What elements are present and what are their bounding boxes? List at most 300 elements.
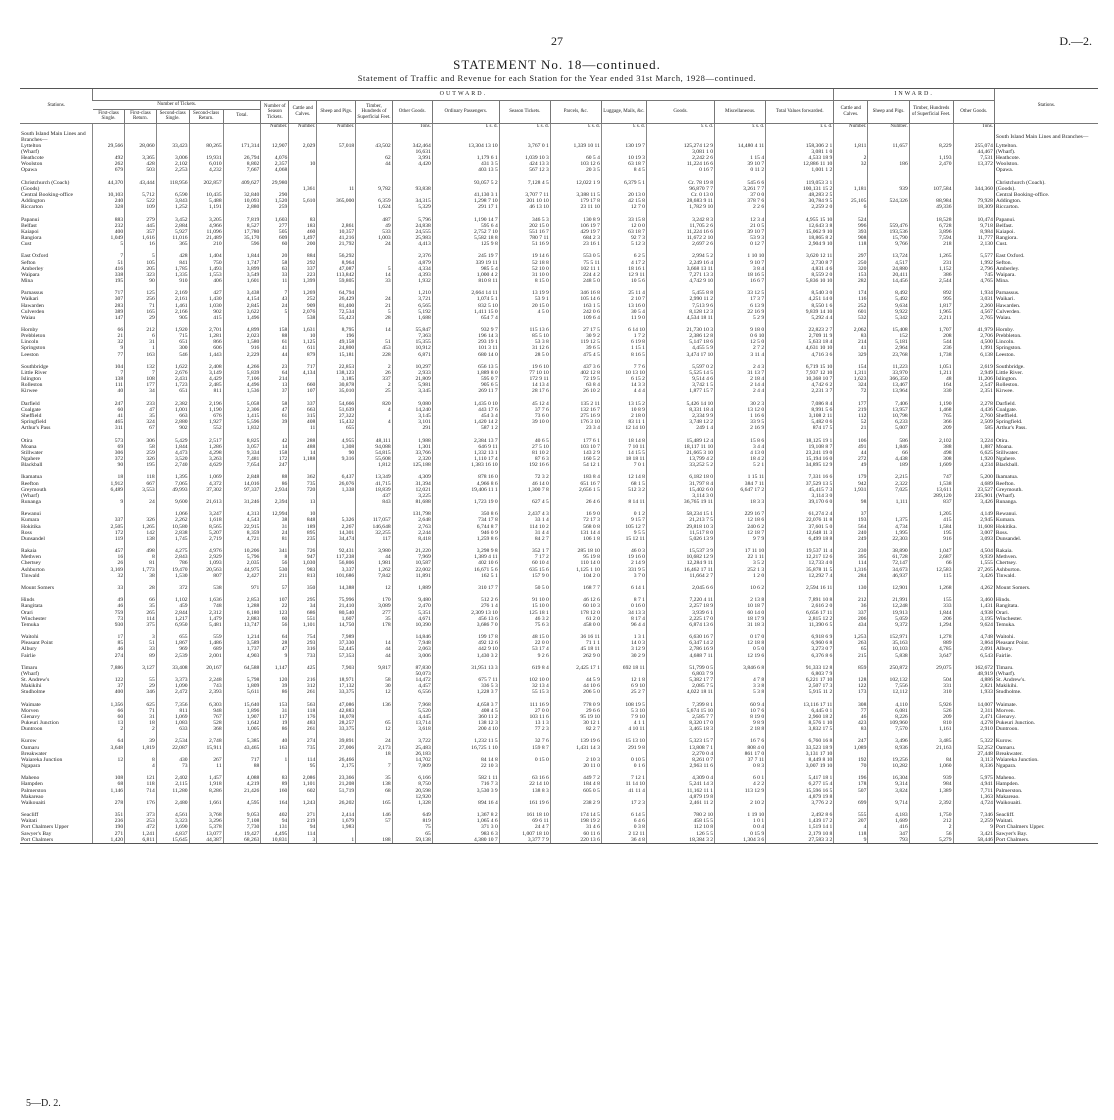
cell-goods: 2,225 17 0 [646, 616, 714, 622]
cell-sr: 21,613 [189, 499, 223, 505]
cell-lugg: 12 14 10 [601, 425, 646, 431]
cell-sr: 1,286 [189, 444, 223, 450]
cell-fs: 306 [93, 450, 125, 456]
cell-season: 64 [261, 370, 289, 376]
station-name-right: Darfield. [994, 401, 1098, 407]
cell-goods: 6,874 13 6 [646, 622, 714, 628]
cell-parc: 176 3 10 [550, 419, 601, 425]
cell-parc: 131 14 4 [550, 530, 601, 536]
cell-is: 189 [868, 462, 909, 468]
cell-tv: 34,895 12 9 [766, 462, 834, 468]
station-name-right: Runanga. [994, 499, 1098, 505]
cell-seas: 627 4 5 [499, 499, 550, 505]
cell-is: 10,282 [868, 763, 909, 769]
station-name-right: Waipara. [994, 272, 1098, 278]
cell-is: 1,689 [868, 818, 909, 824]
cell-lugg: 2 12 11 [601, 831, 646, 837]
cell-timber: 7,842 [356, 573, 392, 579]
cell-parc: 26 4 6 [550, 499, 601, 505]
cell-fs: 416 [93, 266, 125, 272]
cell-fr: 121 [125, 775, 157, 781]
cell-sr: 3,247 [189, 511, 223, 517]
cell-io: 2,278 [953, 401, 994, 407]
station-name: Sawyer's Bay [21, 830, 52, 837]
cell-timber: 49 [356, 223, 392, 229]
cell-ord: 983 6 3 [432, 831, 499, 837]
cell-season: 24 [261, 302, 289, 308]
cell-goods: 4,534 18 11 [646, 315, 714, 321]
station-name-right: Rangitata. [994, 603, 1098, 609]
cell-it: 916 [909, 536, 953, 542]
cell-season: 40 [261, 738, 289, 744]
cell-season: 37 [261, 388, 289, 394]
station-name-right: Islington. [994, 376, 1098, 382]
sheep-header: Sheep and Pigs. [317, 101, 356, 124]
cell-lugg: 6 19 8 [601, 339, 646, 345]
cell-other: 22,002 [392, 566, 432, 572]
cell-cattle: 223 [289, 272, 317, 278]
cell-sr: 538 [189, 585, 223, 591]
station-name: Hampden [21, 781, 43, 788]
cell-is: 5,007 [868, 425, 909, 431]
cell-lugg: 17 2 3 [601, 800, 646, 806]
cell-fr: 375 [125, 622, 157, 628]
cell-sr: 2,312 [189, 609, 223, 615]
cell-cattle: 660 [289, 382, 317, 388]
cell-is: 1,995 [868, 530, 909, 536]
cell-fs: 492 [93, 155, 125, 161]
cell-lugg: 0 16 0 [601, 603, 646, 609]
cell-total: 2,853 [223, 597, 261, 603]
station-name: Waikari [21, 296, 39, 303]
cell-tv: 11,390 6 5 [766, 622, 834, 628]
cell-io: 4,278 [953, 720, 994, 726]
cell-timber: 33 [356, 278, 392, 284]
cell-sr: 1,281 [189, 333, 223, 339]
station-name-right: Leeston. [994, 352, 1098, 358]
cell-io: 2,949 [953, 370, 994, 376]
cell-parc: 45 18 11 [550, 646, 601, 652]
cell-io: 4,748 [953, 634, 994, 640]
cell-ic: 393 [834, 229, 868, 235]
cell-ic: 434 [834, 622, 868, 628]
cell-tv: 61,274 2 4 [766, 511, 834, 517]
cell-timber: 41,715 [356, 481, 392, 487]
cell-season: 33 [261, 272, 289, 278]
cell-sheep: 26,202 [317, 800, 356, 806]
cell-misc: 31 18 3 [715, 622, 766, 628]
cell-total: 4,721 [223, 536, 261, 542]
station-name: Hornby [21, 327, 39, 334]
cell-parc: 568 0 8 [550, 524, 601, 530]
cell-ord: 932 9 7 [432, 327, 499, 333]
cell-tv: 3,131 17 10 [766, 751, 834, 757]
cell-sheep: 14,301 [317, 530, 356, 536]
cell-other: 14,702 [392, 757, 432, 763]
cell-parc: 437 3 6 [550, 364, 601, 370]
cell-sr: 4,976 [189, 548, 223, 554]
cell-total: 2,427 [223, 573, 261, 579]
cell-timber: 32,255 [356, 530, 392, 536]
cell-parc: 109 6 4 [550, 315, 601, 321]
cell-sheep: 28,257 [317, 720, 356, 726]
cell-sr: 1,661 [189, 800, 223, 806]
cell-lugg: 1 15 1 [601, 345, 646, 351]
station-name-right: (Wharf). [994, 149, 1098, 155]
station-name: Seacliff [21, 812, 39, 819]
cell-fs: 69 [93, 444, 125, 450]
cell-cattle: 947 [289, 554, 317, 560]
cell-fr: 1,773 [125, 566, 157, 572]
cell-other: 7,809 [392, 763, 432, 769]
cell-fr: 1,616 [125, 235, 157, 241]
cell-parc: 143 2 9 [550, 450, 601, 456]
cell-tv: 3,776 2 2 [766, 800, 834, 806]
station-name: Rolleston [21, 382, 43, 389]
cell-ord: 3,530 3 9 [432, 788, 499, 794]
cell-lugg: 14 15 5 [601, 450, 646, 456]
cell-sr: 20,563 [189, 566, 223, 572]
cell-io: 2,619 [953, 364, 994, 370]
tickets-total-header: Total. [223, 109, 261, 123]
station-name-right: Riccarton. [994, 204, 1098, 210]
cell-lugg: 4 10 11 [601, 726, 646, 732]
cell-fs: 883 [93, 216, 125, 222]
inward-sheep-header: Sheep and Pigs. [868, 101, 909, 124]
cell-other: 8,750 [392, 781, 432, 787]
cell-is: 3,496 [868, 738, 909, 744]
cell-tv: 6,803 7 9 [766, 671, 834, 677]
cell-ic: 272 [834, 456, 868, 462]
cell-lugg: 9 5 5 [601, 530, 646, 536]
cell-lugg: 7 12 1 [601, 775, 646, 781]
station-name: Cust [21, 241, 32, 248]
cell-it: 1,211 [909, 370, 953, 376]
station-name-right: Kirwee. [994, 388, 1098, 394]
cell-io: 2,760 [953, 413, 994, 419]
cell-total: 3,589 [223, 640, 261, 646]
cell-ord: 1,232 11 5 [432, 738, 499, 744]
cell-is: 13,467 [868, 382, 909, 388]
station-name: East Oxford [21, 253, 49, 260]
cell-io: 48,919 [953, 671, 994, 677]
cell-parc: 26 10 2 [550, 388, 601, 394]
cell-season: 160 [261, 788, 289, 794]
cell-total: 1,214 [223, 634, 261, 640]
cell-it: 84 [909, 757, 953, 763]
cell-timber: 1,624 [356, 204, 392, 210]
cell-ord: 310 17 7 [432, 585, 499, 591]
cell-is: 10,103 [868, 646, 909, 652]
cell-sheep: 18,971 [317, 677, 356, 683]
station-name-right: Addington. [994, 198, 1098, 204]
station-name: Ngapara [21, 763, 40, 770]
cell-timber: 4 [356, 407, 392, 413]
cell-lugg: 8 17 4 [601, 616, 646, 622]
station-name-right: Southbridge. [994, 364, 1098, 370]
cell-cattle: 1,361 [289, 186, 317, 192]
cell-season: 402 [261, 812, 289, 818]
cell-fr: 3 [125, 634, 157, 640]
cell-sr: 5,378 [189, 824, 223, 830]
cell-is: 9,766 [868, 241, 909, 247]
cell-ic: 1,181 [834, 186, 868, 192]
cell-goods: 2,461 11 2 [646, 800, 714, 806]
cell-ss: 1,461 [156, 302, 189, 308]
cell-fs: 119 [93, 536, 125, 542]
station-name: Riccarton [21, 204, 43, 211]
cell-fr: 38 [125, 573, 157, 579]
cell-io: 9,624 [953, 622, 994, 628]
station-name: Waiareka Junction [21, 756, 63, 763]
cell-other: 65 [392, 831, 432, 837]
cell-cattle: 274 [289, 738, 317, 744]
cell-season: 530 [261, 566, 289, 572]
cell-parc: 39 6 5 [550, 345, 601, 351]
cell-io: 41,979 [953, 327, 994, 333]
station-name-right: Breakwater. [994, 751, 1098, 757]
cell-sheep: 1,983 [317, 824, 356, 830]
station-name: Sefton [21, 259, 36, 266]
cell-tv: 2,730 8 7 [766, 259, 834, 265]
cell-season: 24 [261, 530, 289, 536]
cell-goods: 11,672 2 10 [646, 235, 714, 241]
cell-ss: 19,470 [156, 566, 189, 572]
cell-tv: 12,292 7 4 [766, 573, 834, 579]
cell-timber: 30 [356, 683, 392, 689]
cell-timber: 44 [356, 554, 392, 560]
cell-sheep: 15,181 [317, 352, 356, 358]
station-name: Oamaru [21, 744, 40, 751]
cell-ss: 2,262 [156, 517, 189, 523]
cell-seas: 14 13 4 [499, 382, 550, 388]
cell-is: 366,350 [868, 376, 909, 382]
cell-lugg: 1 3 1 [601, 634, 646, 640]
cell-seas: 33 1 4 [499, 517, 550, 523]
station-name: Lyttelton [21, 142, 42, 149]
inward-cattle-header: Cattle and Calves. [834, 101, 868, 124]
timber-header: Timber, Hundreds of Superficial Feet. [356, 101, 392, 124]
cell-ord: 162 5 1 [432, 573, 499, 579]
cell-goods: 21,730 10 3 [646, 327, 714, 333]
unit-tons: Tons. [392, 123, 432, 131]
cell-lugg: 5 12 3 [601, 241, 646, 247]
cell-misc: 3 5 2 [715, 560, 766, 566]
station-name-right: Tinwald. [994, 573, 1098, 579]
cell-misc: 12 18 6 [715, 517, 766, 523]
cell-it: 49,336 [909, 204, 953, 210]
cell-misc: 2 18 4 [715, 376, 766, 382]
cell-io: 5,200 [953, 474, 994, 480]
cell-it: 8,229 [909, 143, 953, 149]
cell-seas: 46 13 10 [499, 204, 550, 210]
cell-total: 2,883 [223, 616, 261, 622]
cell-seas: 91 10 0 [499, 597, 550, 603]
cell-ic: 1,089 [834, 745, 868, 751]
cell-ord: 1,298 7 10 [432, 198, 499, 204]
cell-ord: 16,725 1 10 [432, 745, 499, 751]
cell-io: 5,322 [953, 738, 994, 744]
cell-total: 1,536 [223, 388, 261, 394]
cell-ss: 651 [156, 339, 189, 345]
cell-tv: 8,991 5 6 [766, 407, 834, 413]
cell-total: 3,549 [223, 272, 261, 278]
cell-tv: 6,918 6 9 [766, 634, 834, 640]
cell-io: 11,206 [953, 376, 994, 382]
cell-fs: 29,566 [93, 143, 125, 149]
cell-sr: 748 [189, 603, 223, 609]
cell-sheep: 49,158 [317, 339, 356, 345]
cell-sr: 44,387 [189, 837, 223, 844]
cell-sheep: 51,719 [317, 788, 356, 794]
cell-other: 24,555 [392, 229, 432, 235]
cell-misc: 12 18 8 [715, 640, 766, 646]
station-name: Maheno [21, 775, 40, 782]
station-name: Opawa [21, 167, 37, 174]
cell-fs: 21 [93, 333, 125, 339]
cell-other: 342,464 [392, 143, 432, 149]
cell-ord: 905 6 5 [432, 382, 499, 388]
cell-ord: 675 7 11 [432, 677, 499, 683]
cell-goods: 5,597 0 2 [646, 364, 714, 370]
unit-tons: Tons. [953, 123, 994, 131]
cell-ss: 3,006 [156, 155, 189, 161]
cell-is: 7,025 [868, 487, 909, 493]
cell-tv: 2,904 9 10 [766, 241, 834, 247]
cell-tv: 12,886 11 10 [766, 161, 834, 167]
cell-misc: 2 10 2 [715, 800, 766, 806]
cell-it: 526 [909, 708, 953, 714]
cell-io: 1,991 [953, 345, 994, 351]
station-name-right: Studholme. [994, 689, 1098, 695]
cell-misc: 9 18 0 [715, 327, 766, 333]
cell-other: 59,138 [392, 837, 432, 844]
cell-total: 7,654 [223, 462, 261, 468]
cell-timber: 228 [356, 352, 392, 358]
cell-season: 64 [261, 634, 289, 640]
cell-fs: 13 [93, 720, 125, 726]
cell-goods: 11,705 2 6 [646, 223, 714, 229]
station-name: Ikamatua [21, 474, 42, 481]
cell-fs: 73 [93, 616, 125, 622]
cell-seas: 202 15 0 [499, 223, 550, 229]
unit-lsd: £ s. d. [499, 123, 550, 131]
cell-sr: 4,372 [189, 481, 223, 487]
cell-total: 1,737 [223, 646, 261, 652]
cell-cattle: 350 [289, 585, 317, 591]
cell-fr: 18 [125, 720, 157, 726]
cell-ic: 1,811 [834, 143, 868, 149]
cell-ss: 1,335 [156, 272, 189, 278]
cell-fr: 51 [125, 640, 157, 646]
cell-total: 7,481 [223, 456, 261, 462]
cell-is: 19,256 [868, 757, 909, 763]
cell-ic: 83 [834, 726, 868, 732]
cell-ic: 284 [834, 573, 868, 579]
cell-season: 609 [261, 235, 289, 241]
cell-cattle: 5,610 [289, 198, 317, 204]
cell-season: 44 [261, 352, 289, 358]
cell-goods: 3,114 3 0 [646, 493, 714, 499]
cell-season: 61 [261, 339, 289, 345]
cell-is: 34,673 [868, 566, 909, 572]
cell-total: 1,642 [223, 720, 261, 726]
cell-ord: 4,658 3 7 [432, 702, 499, 708]
cell-is: 5,838 [868, 652, 909, 658]
cell-goods: 11,224 16 6 [646, 229, 714, 235]
cell-seas: 551 16 7 [499, 229, 550, 235]
cell-tv: 5,292 4 4 [766, 315, 834, 321]
station-name: Duntroon [21, 726, 43, 733]
station-name-right: Otira. [994, 438, 1098, 444]
station-name-right: Little River. [994, 370, 1098, 376]
cell-seas: 159 8 7 [499, 745, 550, 751]
cell-parc: 449 7 2 [550, 775, 601, 781]
cell-seas: 567 12 3 [499, 167, 550, 173]
cell-cattle: 611 [289, 345, 317, 351]
cell-seas: 32 7 6 [499, 738, 550, 744]
cell-parc: 178 12 0 [550, 609, 601, 615]
cell-cattle: 312 [289, 683, 317, 689]
station-name-right: Duntroon. [994, 726, 1098, 732]
cell-timber: 170 [356, 597, 392, 603]
outward-header: OUTWARD. [93, 89, 834, 101]
cell-sheep: 39,891 [317, 738, 356, 744]
cell-total: 5,798 [223, 677, 261, 683]
cell-it: 1,707 [909, 327, 953, 333]
cell-ic: 282 [834, 278, 868, 284]
station-name-right: Springston. [994, 345, 1098, 351]
cell-ic: 308 [834, 702, 868, 708]
cell-io: 4,567 [953, 309, 994, 315]
cell-ord: 408 4 5 [432, 708, 499, 714]
cell-ss: 2,382 [156, 401, 189, 407]
cell-total: 3,057 [223, 444, 261, 450]
cell-it: 7,594 [909, 235, 953, 241]
cell-ord: 734 17 8 [432, 517, 499, 523]
cell-lugg: 3 12 9 [601, 646, 646, 652]
station-name-right: Lyttelton. [994, 143, 1098, 149]
cell-seas: 53 17 4 [499, 646, 550, 652]
station-name: Runanga [21, 499, 41, 505]
cell-misc: 1 0 1 [715, 818, 766, 824]
cell-timber: 843 [356, 499, 392, 505]
cell-misc: 808 4 0 [715, 745, 766, 751]
station-name-right: Coalgate. [994, 407, 1098, 413]
cell-seas: 103 11 6 [499, 714, 550, 720]
cell-sheep: 52,445 [317, 646, 356, 652]
cell-total: 2,848 [223, 474, 261, 480]
cell-it: 837 [909, 499, 953, 505]
cell-seas: 13 1 3 [499, 720, 550, 726]
cell-tv: 8,576 1 10 [766, 720, 834, 726]
cell-parc: 346 16 8 [550, 290, 601, 296]
cell-sr: 2,517 [189, 438, 223, 444]
cell-misc: 13 12 0 [715, 407, 766, 413]
cell-other: 25,983 [392, 235, 432, 241]
cell-sheep: 2,861 [317, 223, 356, 229]
cell-goods: 10,682 12 9 [646, 554, 714, 560]
cell-goods: 13,808 7 1 [646, 745, 714, 751]
cell-seas: 346 5 3 [499, 216, 550, 222]
cell-lugg: 12 0 0 [601, 223, 646, 229]
cell-it: 747 [909, 474, 953, 480]
cell-fs: 457 [93, 548, 125, 554]
cell-ord: 1,367 8 2 [432, 812, 499, 818]
cell-sr: 811 [189, 388, 223, 394]
cell-tv: 158,306 2 1 [766, 143, 834, 149]
cell-sr: 427 [189, 290, 223, 296]
